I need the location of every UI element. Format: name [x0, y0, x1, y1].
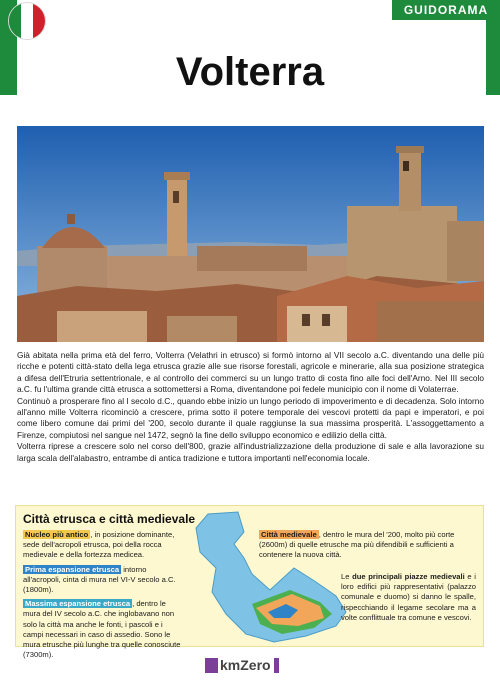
legend-label: Città medievale [261, 530, 317, 539]
left-legend [23, 530, 185, 660]
right-legend-bottom [341, 572, 476, 623]
legend-label: Massima espansione etrusca [25, 599, 131, 609]
legend-text: intorno all'acropoli, cinta di mura nel VI-V secolo a.C. (1800m). [23, 564, 176, 595]
logo-mark-icon [205, 658, 218, 673]
legend-item [23, 599, 185, 660]
box-title: Città etrusca e città medievale [23, 512, 196, 526]
history-text [17, 350, 484, 464]
legend-label: Prima espansione etrusca [25, 564, 120, 574]
paragraph: Volterra riprese a crescere solo nel corso dell'800, grazie all'industrializzazione della produzione di sale e alla lavorazione su larga scala dell'alabastro, entrambe di antica tradizione e tuttora importanti nell'economia locale. [17, 441, 484, 463]
paragraph: Già abitata nella prima età del ferro, Volterra (Velathri in etrusco) si formò intorno al VII secolo a.C. diventando una delle più ricche e potenti città-stato della lega etrusca grazie alle sue risorse forestali, agricole e minerarie, alla sua posizione strategica a difesa dell'Etruria settentrionale, e al controllo dei commerci su un lungo tratto di costa fino alle foci dell'Arno. Nel III secolo a.C. fu l'ultima grande città etrusca a sottomettersi a Roma, diventandone poi fedele municipio con il nome di Volaterrae. [17, 350, 484, 395]
legend-label: Nucleo più antico [25, 530, 89, 539]
legend-prefix: Le [341, 572, 353, 581]
paragraph: Continuò a prosperare fino al I secolo d.C., quando ebbe inizio un lungo periodo di impoverimento e di decadenza. Solo intorno all'anno mille Volterra ricominciò a crescere, prima sotto il potere temporale dei vescovi protetti da papi e imperatori, e poi come libero comune dai primi del '200, secolo durante il quale raggiunse la sua massima prosperità. L'assoggettamento a Firenze, compiutosi nel sangue nel 1472, segnò la fine dello sviluppo economico e edilizio della città. [17, 395, 484, 440]
logo-text: kmZero [220, 657, 271, 673]
legend-text: , in posizione dominante, sede dell'acropoli etrusca, poi della rocca medievale e della fortezza medicea. [23, 530, 175, 560]
right-legend-top [259, 530, 474, 561]
legend-bold: due principali piazze medievali [352, 572, 465, 581]
legend-item [23, 530, 185, 561]
page-title: Volterra [175, 50, 325, 94]
legend-item [23, 565, 185, 596]
legend-text: e i loro edifici più rappresentativi (palazzo comunale e duomo) si danno le spalle, rispecchiando il legame secolare ma a volte conflittuale tra comune e vescovi. [341, 572, 476, 622]
city-photo [17, 126, 484, 342]
brand-label: GUIDORAMA [392, 0, 500, 20]
publisher-logo [205, 657, 279, 673]
logo-bar-icon [274, 658, 279, 673]
legend-text: , dentro le mura del '200, molto più corte (2600m) di quelle etrusche ma più difendibili e sufficienti a contenere la nuova città. [259, 530, 455, 560]
legend-text: , dentro le mura del IV secolo a.C. che inglobavano non solo la città ma anche le fonti, i pascoli e i campi necessari in caso di assedio. Sono le mura etrusche più lunghe tra quelle conosciute (7300m). [23, 599, 181, 660]
info-box [15, 505, 484, 660]
italy-flag-icon [8, 2, 46, 40]
